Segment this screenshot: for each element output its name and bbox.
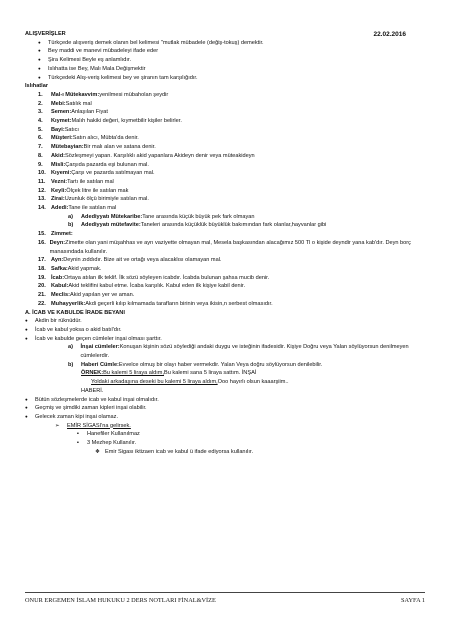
- term-definition: Deynin zıddıdır. Bize ait ve ortağı veya alacaklısı olamayan mal.: [63, 257, 222, 264]
- square-list: [25, 430, 425, 447]
- term-name: Safka:: [51, 265, 68, 272]
- term-item: [25, 161, 425, 170]
- term-number: 17.: [38, 257, 46, 264]
- term-number: 9.: [38, 161, 43, 168]
- bullet-text: İcab ve kabul yoksa o akid batıl'dır.: [35, 326, 122, 333]
- ornek-block: [25, 369, 425, 395]
- bullet-text: Islıhatta ise Bey, Malı Mala Değişmektir: [48, 65, 146, 72]
- bullet-text: Gelecek zaman kipi inşai olamaz.: [35, 413, 119, 420]
- term-body: [51, 230, 73, 239]
- sub-body: [81, 221, 326, 230]
- term-definition: Tartı ile satılan mal: [67, 178, 114, 185]
- term-number: 21.: [38, 292, 46, 299]
- sub-item: [25, 361, 425, 370]
- bullet-item: [25, 396, 425, 405]
- square-item-text: 3 Mezhep Kullanılır.: [87, 440, 137, 447]
- term-item: [25, 204, 425, 213]
- sub-label: a): [68, 213, 73, 220]
- terms-list: [25, 91, 425, 213]
- term-definition: Uzunluk ölçü birimiyle satılan mal.: [64, 196, 149, 203]
- term-number: 18.: [38, 265, 46, 272]
- adedi-sub-list: [25, 213, 425, 230]
- square-item-text: Hanefiler Kullanılmaz: [87, 431, 140, 438]
- term-item: [25, 256, 425, 265]
- term-definition: Akdi geçerli kılıp kılmamada tarafların birinin veya ikisin,n serbest olmasıdır.: [85, 300, 273, 307]
- sub-label: b): [68, 361, 74, 368]
- term-body: [50, 239, 425, 256]
- term-item: [25, 178, 425, 187]
- ornek-line3: HABERİ.: [81, 387, 104, 394]
- term-definition: Anlaşılan Fiyat: [71, 109, 108, 116]
- term-definition: Satın alıcı, Mübta'da denir.: [72, 135, 139, 142]
- sub-term: Adediyyatı Mütekaribe:: [81, 213, 143, 220]
- term-item: [25, 274, 425, 283]
- sub-label: a): [68, 344, 73, 351]
- term-definition: Ölçek litre ile satılan mak: [66, 187, 129, 194]
- bullet-item: [25, 74, 425, 83]
- term-item: [25, 143, 425, 152]
- sub-term: Haberi Cümle:: [81, 361, 119, 368]
- sub-item: [25, 213, 425, 222]
- term-name: Vezni:: [51, 178, 68, 185]
- term-item: [25, 230, 425, 239]
- term-number: 14.: [38, 205, 46, 212]
- term-number: 5.: [38, 126, 43, 133]
- footer-page-number: SAYFA 1: [401, 597, 425, 604]
- term-definition: Tane ile satılan mal: [68, 205, 117, 212]
- term-item: [25, 300, 425, 309]
- diamond-item: [25, 448, 425, 457]
- term-definition: Zimette olan yani müşahhas ve ayrı vaziyette olmayan mal, Mesela başkasından alacağımız 500 Tl o kişide deyndir yana kab'dır. Deyn borç manasındada kullanılır.: [49, 239, 411, 255]
- term-item: [25, 291, 425, 300]
- term-definition: Akid teklifini kabul etme. İcaba karşılık. Kabul eden ilk kişiye kabil denir.: [68, 283, 246, 290]
- term-name: Meclis:: [51, 292, 70, 299]
- term-body: [51, 274, 269, 283]
- sectionA-sub-list: [25, 343, 425, 369]
- bullet-text: Şira Kelimesi Beyle eş anlamlıdır.: [48, 57, 132, 64]
- term-number: 15.: [38, 231, 46, 238]
- document-body: [25, 30, 425, 456]
- term-number: 13.: [38, 196, 46, 203]
- term-name: Muhayyerlik:: [51, 300, 86, 307]
- section1-bullet-list: [25, 39, 425, 83]
- term-name: Kıymet:: [51, 118, 72, 125]
- term-item: [25, 134, 425, 143]
- term-number: 10.: [38, 170, 46, 177]
- term-name: Semen:: [51, 109, 72, 116]
- term-body: [51, 256, 222, 265]
- square-bullet-icon: ▪: [77, 440, 79, 447]
- term-body: [51, 100, 92, 109]
- bullet-icon: ●: [25, 318, 28, 324]
- footer-title: ONUR ERGEMEN İSLAM HUKUKU 2 DERS NOTLARI FİNAL&VİZE: [25, 597, 216, 604]
- sub-term: İnşai cümleler:: [80, 344, 120, 351]
- term-number: 4.: [38, 118, 43, 125]
- term-item: [25, 169, 425, 178]
- square-bullet-icon: ▪: [77, 431, 79, 438]
- term-number: 7.: [38, 144, 43, 151]
- bullet-icon: ●: [25, 396, 28, 402]
- term-item: [25, 265, 425, 274]
- term-item: [25, 108, 425, 117]
- term-definition: Malıh hakiki değeri, kıymetbilir kişiler belirler.: [71, 118, 182, 125]
- bullet-item: [25, 47, 425, 56]
- bullet-item: [25, 404, 425, 413]
- bullet-icon: ●: [25, 413, 28, 419]
- arrow-item: [25, 422, 425, 431]
- bullet-icon: ●: [25, 335, 28, 341]
- bullet-item: [25, 39, 425, 48]
- sub-label: b): [68, 222, 74, 229]
- term-body: [51, 117, 182, 126]
- bullet-text: İcab ve kabulde geçen cümleler inşai olması şarttır.: [35, 335, 162, 342]
- term-number: 20.: [38, 283, 46, 290]
- term-item: [25, 152, 425, 161]
- term-name: Misli:: [51, 161, 66, 168]
- bullet-icon: ●: [38, 74, 41, 80]
- term-name: Zirai:: [51, 196, 65, 203]
- bullet-item: [25, 413, 425, 422]
- ornek-label: ÖRNEK:: [81, 370, 104, 377]
- term-name: İcab:: [51, 274, 65, 281]
- term-body: [51, 108, 108, 117]
- bullet-item: [25, 326, 425, 335]
- term-body: [51, 91, 168, 100]
- final-bullet-list: [25, 396, 425, 422]
- ornek-line2b: Ooo hayırlı olsun kaaarşiim..: [217, 379, 289, 386]
- term-number: 6.: [38, 135, 43, 142]
- term-name: Kabul:: [51, 283, 69, 290]
- bullet-icon: ●: [25, 405, 28, 411]
- ornek-line2: Yoldaki arkadaşına deseki bu kalemi 5 liraya aldım,: [91, 379, 218, 386]
- sub-term: Adediyyatı mütefavite:: [81, 222, 141, 229]
- term-definition: Akid yapılan yer ve aman.: [69, 292, 135, 299]
- term-definition: Satılık mal: [65, 100, 92, 107]
- page-footer: [25, 592, 425, 604]
- term-name: Keyli:: [51, 187, 67, 194]
- arrow-item-text: EMİR SİGASI'na gelirsek.: [67, 422, 131, 429]
- terms-list-continued: [25, 230, 425, 308]
- term-body: [51, 291, 134, 300]
- term-number: 11.: [38, 178, 46, 185]
- sub-definition: Taneleri arasında küçüklük büyüklük bakımından fark olanlar,hayvanlar gibi: [140, 222, 327, 229]
- term-name: Ayn:: [51, 257, 64, 264]
- term-body: [51, 126, 79, 135]
- bullet-text: Geçmiş ve şimdiki zaman kipleri inşai olabilir.: [35, 405, 147, 412]
- term-body: [51, 265, 101, 274]
- term-name: Mütebayian:: [51, 144, 84, 151]
- term-definition: Ortaya atılan ilk teklif. İlk sözü söyleyen icabdır. İcabda bulunan şahsa mucib denir.: [64, 274, 270, 281]
- term-number: 12.: [38, 187, 46, 194]
- term-body: [51, 169, 155, 178]
- square-item: [25, 430, 425, 439]
- sub-body: [81, 361, 322, 370]
- sectionA-bullet-list: [25, 317, 425, 343]
- term-name: Zimmet:: [51, 231, 73, 238]
- term-number: 19.: [38, 274, 46, 281]
- section-title-islihatlar: Islıhatlar: [25, 83, 49, 90]
- sub-definition: Tane arasında küçük büyük pek fark olmayan: [142, 213, 255, 220]
- term-definition: Satıcı: [64, 126, 79, 133]
- term-definition: Sözleşmeyi yapan. Karşılıklı akid yapanlara Akideyn denir veya müteakideyn: [64, 152, 255, 159]
- bullet-item: [25, 317, 425, 326]
- bullet-icon: ●: [38, 48, 41, 54]
- sub-item: [25, 221, 425, 230]
- bullet-icon: ●: [38, 65, 41, 71]
- term-body: [51, 143, 156, 152]
- bullet-item: [25, 335, 425, 344]
- bullet-text: Bütün sözleşmelerde icab ve kabul inşai olmalıdır.: [35, 396, 159, 403]
- term-name: Kıyemi:: [51, 170, 72, 177]
- term-item: [25, 282, 425, 291]
- term-item: [25, 187, 425, 196]
- term-item: [25, 91, 425, 100]
- term-name: Bayi:: [51, 126, 65, 133]
- term-item: [25, 195, 425, 204]
- term-name: Deyn:: [49, 239, 66, 246]
- bullet-item: [25, 56, 425, 65]
- ornek-line1: Bu kalemi 5 liraya aldım,: [103, 370, 165, 377]
- term-body: [51, 152, 255, 161]
- term-definition: yenilmesi mübaholan şeydir: [99, 91, 169, 98]
- bullet-icon: ●: [38, 57, 41, 63]
- square-item: [25, 439, 425, 448]
- sub-body: [81, 213, 255, 222]
- term-name: Müşteri:: [51, 135, 73, 142]
- term-item: [25, 117, 425, 126]
- bullet-icon: ●: [38, 39, 41, 45]
- term-body: [51, 282, 245, 291]
- term-body: [51, 300, 273, 309]
- sub-definition: Konuşan kişinin sözü söylediği andaki duygu ve isteğinin ifadesidir. Kişiye Doğru veya Yalan söylüyorsun denilmeyen cümlelerdir.: [80, 344, 409, 360]
- term-name: Mal-ı Mütekavvim:: [51, 91, 100, 98]
- sub-definition: Evvelce olmuş bir olayı haber vermekdir. Yalan Veya doğru söylüyorsun denilebilir.: [118, 361, 323, 368]
- term-body: [51, 187, 128, 196]
- section-title-icab-kabul: A. İCAB VE KABULDE İRADE BEYANI: [25, 309, 125, 316]
- ornek-line1b: Bu kalemi sana 5 liraya sattım. İNŞAİ: [164, 370, 257, 377]
- diamond-icon: ❖: [95, 448, 101, 455]
- term-item: [25, 100, 425, 109]
- bullet-text: Akdin bir rüknüdür.: [35, 318, 82, 325]
- bullet-text: Türkçede alışveriş demek olanın bel kelimesi "mutlak mübadele (değiş-tokuş) demektir.: [48, 39, 264, 46]
- term-number: 8.: [38, 152, 43, 159]
- term-definition: Çarşıda pazarda eşi bulunan mal.: [65, 161, 149, 168]
- term-definition: Çarşı ve pazarda satılmayan mal.: [71, 170, 155, 177]
- term-body: [51, 178, 114, 187]
- bullet-text: Türkçedeki Alış-veriş kelimesi bey ve şiranın tam karşılığıdır.: [48, 74, 198, 81]
- term-body: [51, 204, 116, 213]
- term-name: Akid:: [51, 152, 65, 159]
- section-title-alisverisler: ALIŞVERİŞLER: [25, 31, 66, 37]
- diamond-item-text: Emir Sigası iktizaen icab ve kabul ü ifade ediyorsa kullanılır.: [105, 448, 253, 455]
- sub-body: [81, 343, 426, 360]
- arrow-icon: ➢: [55, 422, 60, 429]
- term-item: [25, 239, 425, 256]
- term-item: [25, 126, 425, 135]
- term-body: [51, 134, 139, 143]
- bullet-item: [25, 65, 425, 74]
- document-date: 22.02.2016: [373, 31, 406, 38]
- term-name: Mebi:: [51, 100, 66, 107]
- term-definition: Bir malı alan ve satana denir.: [83, 144, 156, 151]
- sub-item: [25, 343, 425, 360]
- term-number: 1.: [38, 91, 43, 98]
- term-body: [51, 195, 149, 204]
- term-name: Adedi:: [51, 205, 69, 212]
- bullet-icon: ●: [25, 326, 28, 332]
- term-body: [51, 161, 149, 170]
- term-number: 2.: [38, 100, 43, 107]
- term-number: 22.: [38, 300, 46, 307]
- term-definition: Akid yapmak.: [67, 265, 102, 272]
- term-number: 3.: [38, 109, 43, 116]
- term-number: 16.: [38, 239, 46, 246]
- bullet-text: Bey maddi ve manevi mübadeleyi ifade eder: [48, 48, 159, 55]
